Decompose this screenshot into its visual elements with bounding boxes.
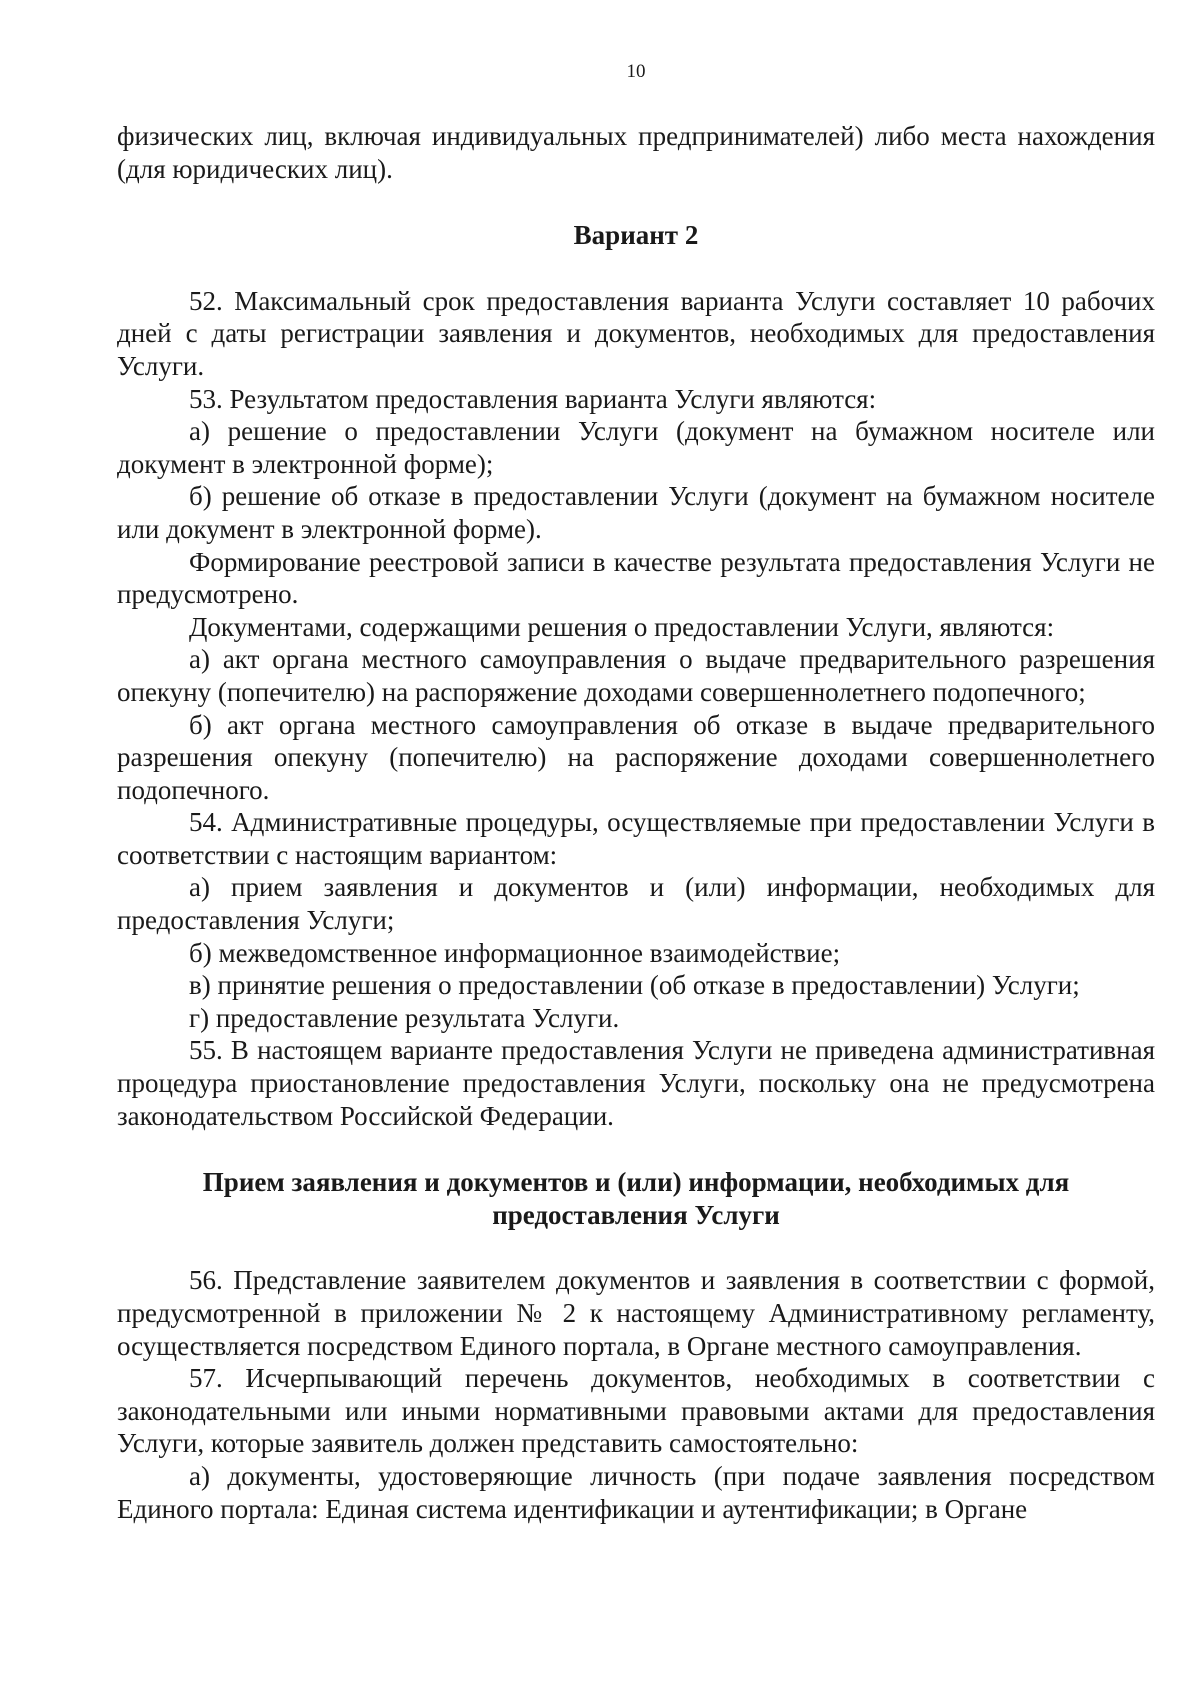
- section-heading-line-2: предоставления Услуги: [492, 1199, 780, 1230]
- paragraph-53-b: б) решение об отказе в предоставлении Услуги (документ на бумажном носителе или документ в электронной форме).: [117, 481, 1155, 544]
- paragraph-55: 55. В настоящем варианте предоставления Услуги не приведена административная процедура приостановление предоставления Услуги, поскольку она не предусмотрена законодательством Российской Федерации.: [117, 1035, 1155, 1131]
- paragraph-56: 56. Представление заявителем документов и заявления в соответствии с формой, предусмотренной в приложении № 2 к настоящему Административному регламенту, осуществляется посредством Единого портала, в Органе местного самоуправления.: [117, 1265, 1155, 1361]
- paragraph-54-a: а) прием заявления и документов и (или) информации, необходимых для предоставления Услуги;: [117, 872, 1155, 936]
- document-page: [117, 60, 1155, 1525]
- paragraph-decision-documents: Документами, содержащими решения о предоставлении Услуги, являются:: [189, 611, 1055, 642]
- paragraph-52: 52. Максимальный срок предоставления варианта Услуги составляет 10 рабочих дней с даты регистрации заявления и документов, необходимых для предоставления Услуги.: [117, 285, 1155, 381]
- intro-paragraph: физических лиц, включая индивидуальных предпринимателей) либо места нахождения (для юридических лиц).: [117, 121, 1155, 184]
- paragraph-57-a: а) документы, удостоверяющие личность (при подаче заявления посредством Единого портала: Единая система идентификации и аутентификации; в Органе: [117, 1460, 1155, 1524]
- paragraph-54-v: в) принятие решения о предоставлении (об отказе в предоставлении) Услуги;: [189, 970, 1080, 1001]
- paragraph-decision-a: а) акт органа местного самоуправления о выдаче предварительного разрешения опекуну (попечителю) на распоряжение доходами совершеннолетнего подопечного;: [117, 644, 1155, 707]
- paragraph-54-b: б) межведомственное информационное взаимодействие;: [189, 937, 841, 968]
- page-number: 10: [626, 61, 646, 82]
- section-heading-variant: Вариант 2: [573, 220, 699, 251]
- section-heading-application: [117, 1166, 1155, 1231]
- paragraph-54: 54. Административные процедуры, осуществляемые при предоставлении Услуги в соответствии с настоящим вариантом:: [117, 807, 1155, 870]
- paragraph-57: 57. Исчерпывающий перечень документов, необходимых в соответствии с законодательными или иными нормативными правовыми актами для предоставления Услуги, которые заявитель должен представить самостоятельно:: [117, 1363, 1155, 1459]
- paragraph-54-g: г) предоставление результата Услуги.: [189, 1002, 620, 1033]
- section-heading-line-1: Прием заявления и документов и (или) информации, необходимых для: [202, 1167, 1070, 1198]
- paragraph-decision-b: б) акт органа местного самоуправления об отказе в выдаче предварительного разрешения опекуну (попечителю) на распоряжение доходами совершеннолетнего подопечного.: [117, 709, 1155, 805]
- paragraph-53: 53. Результатом предоставления варианта Услуги являются:: [189, 383, 877, 414]
- paragraph-registry-record: Формирование реестровой записи в качестве результата предоставления Услуги не предусмотрено.: [117, 546, 1155, 610]
- paragraph-53-a: а) решение о предоставлении Услуги (документ на бумажном носителе или документ в электронной форме);: [117, 416, 1155, 479]
